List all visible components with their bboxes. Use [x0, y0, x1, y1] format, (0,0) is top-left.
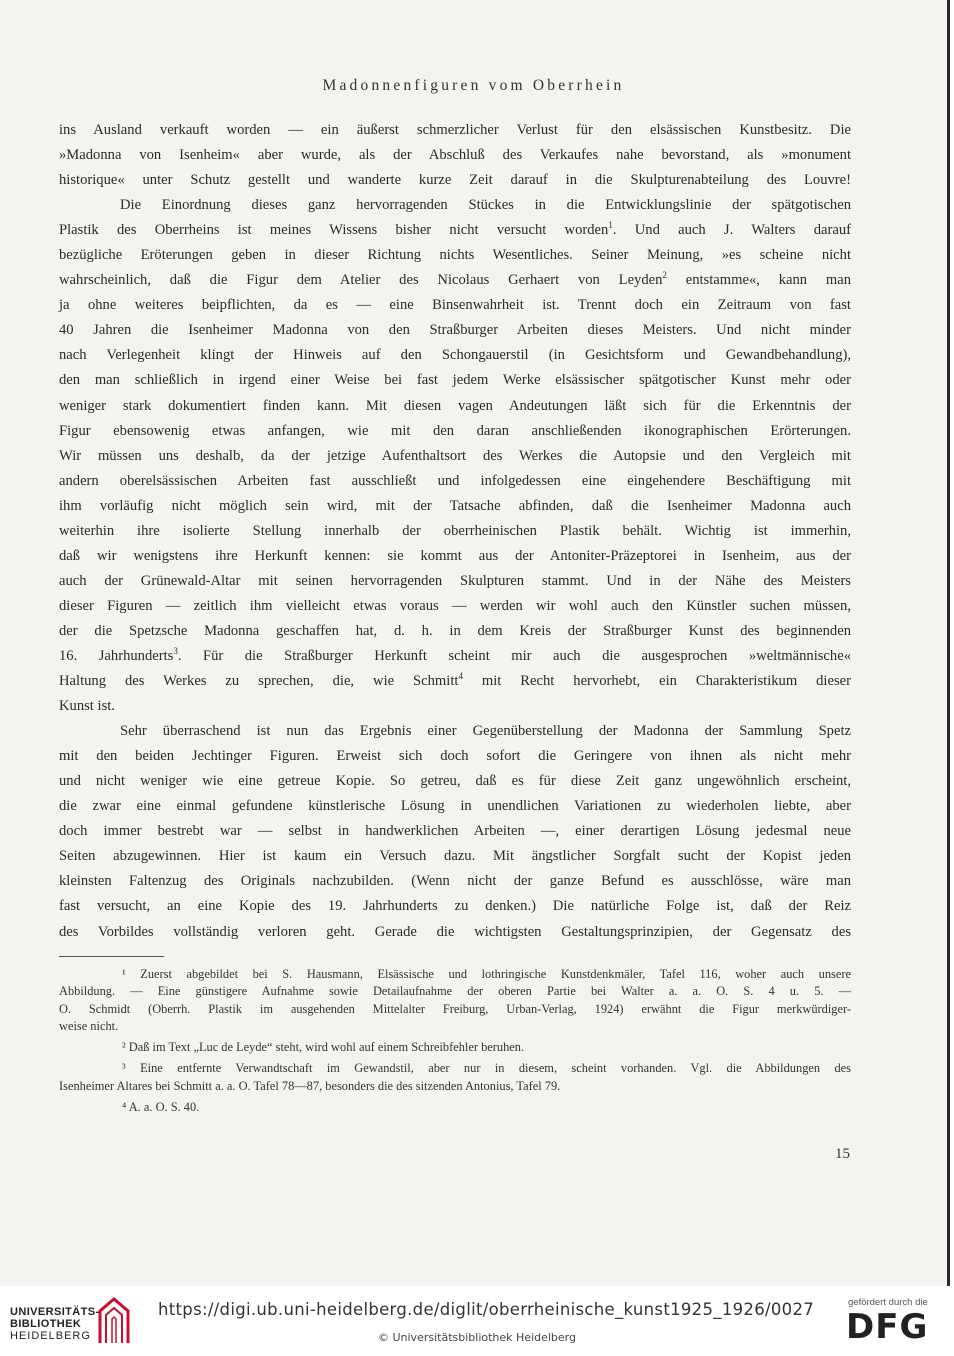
text-line: daß wir wenigstens ihre Herkunft kennen: sie kommt aus der Antoniter-Präzeptorei in Isenheim, aus der — [59, 547, 851, 564]
dfg-caption: gefördert durch die — [848, 1297, 928, 1308]
text-line: Die Einordnung dieses ganz hervorragenden Stückes in die Entwicklungslinie der spätgotischen — [120, 197, 851, 214]
copyright-notice: © Universitätsbibliothek Heidelberg — [377, 1331, 576, 1344]
text-line: ja ohne weiteres beipflichten, da es — eine Binsenwahrheit ist. Trennt doch ein Zeitraum von fast — [59, 297, 851, 314]
body-text — [59, 118, 851, 945]
text-line: und nicht weniger wie eine getreue Kopie. So getreu, daß es für diese Zeit ganz ungewöhnlich erscheint, — [59, 773, 851, 790]
footnote-ref[interactable]: 4 — [458, 671, 463, 682]
text-line: historique« unter Schutz gestellt und wanderte kurze Zeit darauf in die Skulpturenabteilung des Louvre! — [59, 172, 851, 189]
text-line: Plastik des Oberrheins ist meines Wissens bisher nicht versucht worden$^1$. Und auch J. Walters darauf — [59, 220, 851, 239]
footnote-line: ² Daß im Text „Luc de Leyde“ steht, wird wohl auf einem Schreibfehler beruhen. — [122, 1040, 525, 1055]
text-line: 16. Jahrhunderts$^3$. Für die Straßburger Herkunft scheint mir auch die ausgesprochen »weltmännische« — [59, 645, 851, 664]
footnote-ref[interactable]: 3 — [173, 645, 178, 656]
footnote-line: ¹ Zuerst abgebildet bei S. Hausmann, Elsässische und lothringische Kunstdenkmäler, Tafel 116, woher auch unsere — [122, 967, 851, 981]
text-line: die zwar eine einmal gefundene künstlerische Lösung in unendlichen Variationen zu wiederholen liebte, aber — [59, 798, 851, 815]
footnote-line: Abbildung. — Eine günstigere Aufnahme sowie Detailaufnahme der oberen Partie bei Walter a. a. O. S. 4 u. 5. — — [59, 984, 851, 999]
text-line: ins Ausland verkauft worden — ein äußerst schmerzlicher Verlust für den elsässischen Kunstbesitz. Die — [59, 122, 851, 138]
text-line: fast versucht, an eine Kopie des 19. Jahrhunderts zu denken.) Die natürliche Folge ist, daß der Reiz — [59, 898, 851, 915]
text-line: Wir müssen uns deshalb, da der jetzige Aufenthaltsort des Werkes die Autopsie und den Vergleich mit — [59, 447, 851, 464]
viewer-footer — [0, 1286, 954, 1356]
permalink-url[interactable]: https://digi.ub.uni-heidelberg.de/diglit/oberrheinische_kunst1925_1926/0027 — [158, 1300, 815, 1319]
text-line: den man schließlich in irgend einer Weise bei fast jedem Werke elsässischer spätgotischer Kunst mehr oder — [59, 372, 851, 389]
text-line: dieser Figuren — zeitlich ihm vielleicht etwas voraus — werden wir wohl auch den Künstler suchen müssen, — [59, 597, 851, 614]
page-number: 15 — [835, 1146, 850, 1162]
footnotes — [59, 966, 851, 1116]
text-line: auch der Grünewald-Altar mit seinen hervorragenden Skulpturen stammt. Und in der Nähe des Meisters — [59, 572, 851, 589]
footnote-line: weise nicht. — [59, 1018, 119, 1033]
text-line: andern oberelsässischen Arbeiten fast ausschließt und infolgedessen eine eingehendere Beschäftigung mit — [59, 472, 851, 489]
text-line: doch immer bestrebt war — selbst in handwerklichen Arbeiten —, einer derartigen Lösung jedesmal neue — [59, 823, 851, 840]
footnote-line: Isenheimer Altares bei Schmitt a. a. O. Tafel 78—87, besonders die des sitzenden Antonius, Tafel 79. — [59, 1078, 561, 1093]
text-line: Kunst ist. — [59, 698, 115, 715]
text-line: ihm vorläufig nicht möglich sein wird, mit der Tatsache abfinden, daß die Isenheimer Madonna auch — [59, 497, 851, 514]
footnote-line: ³ Eine entfernte Verwandtschaft im Gewandstil, aber nur in diesem, scheint vorhanden. Vgl. die Abbildungen des — [122, 1061, 851, 1076]
text-line: weniger stark dokumentiert finden kann. Mit diesen vagen Andeutungen läßt sich für die Erkenntnis der — [59, 397, 851, 414]
text-line: mit den beiden Jechtinger Figuren. Erweist sich doch sofort die Geringere von ihnen als nicht mehr — [59, 748, 851, 765]
text-line: der die Spetzsche Madonna geschaffen hat, d. h. in dem Kreis der Straßburger Kunst des beginnenden — [59, 622, 851, 639]
footnote-ref[interactable]: 1 — [608, 220, 613, 231]
text-line: bezügliche Eröterungen geben in dieser Richtung nichts Wesentliches. Seiner Meinung, »es scheine nicht — [59, 247, 851, 264]
ub-heidelberg-logo[interactable]: UNIVERSITÄTS- BIBLIOTHEK HEIDELBERG — [10, 1306, 100, 1342]
footnote-line: ⁴ A. a. O. S. 40. — [122, 1100, 200, 1115]
text-line: »Madonna von Isenheim« aber wurde, als der Abschluß des Verkaufes nahe bevorstand, als »monument — [59, 147, 851, 164]
text-line: Sehr überraschend ist nun das Ergebnis einer Gegenüberstellung der Madonna der Sammlung Spetz — [120, 723, 851, 740]
running-head: Madonnenfiguren vom Oberrhein — [322, 77, 625, 94]
footnote-line: O. Schmidt (Oberrh. Plastik im ausgehenden Mittelalter Freiburg, Urban-Verlag, 1924) erwähnt die Figur merkwürdiger- — [59, 1001, 851, 1016]
text-line: des Vorbildes vollständig verloren geht. Gerade die wichtigsten Gestaltungsprinzipien, der Gegensatz des — [59, 923, 851, 940]
text-line: Figur ebensowenig etwas anfangen, wie mit den daran anschließenden ikonographischen Erörterungen. — [59, 422, 851, 439]
text-line: Haltung des Werkes zu sprechen, die, wie Schmitt$^4$ mit Recht hervorhebt, ein Charakteristikum dieser — [59, 671, 851, 690]
text-line: Seiten abzugewinnen. Hier ist kaum ein Versuch dazu. Mit ängstlicher Sorgfalt sucht der Kopist jeden — [59, 848, 851, 865]
text-line: weiterhin ihre isolierte Stellung innerhalb der oberrheinischen Plastik behält. Wichtig ist immerhin, — [59, 522, 851, 539]
text-line: nach Verlegenheit klingt der Hinweis auf den Schongauerstil (in Gesichtsform und Gewandbehandlung), — [59, 347, 851, 364]
footnote-ref[interactable]: 2 — [662, 270, 667, 281]
footnote-divider — [59, 956, 164, 957]
text-line: kleinsten Faltenzug des Originals nachzubilden. (Wenn nicht der ganze Befund es ausschlösse, wäre man — [59, 873, 851, 890]
text-line: wahrscheinlich, daß die Figur dem Atelier des Nicolaus Gerhaert von Leyden$^2$ entstamme«, kann man — [59, 270, 851, 289]
dfg-logo[interactable]: DFG — [846, 1307, 929, 1347]
text-line: 40 Jahren die Isenheimer Madonna von den Straßburger Arbeiten dieses Meisters. Und nicht minder — [59, 322, 851, 339]
